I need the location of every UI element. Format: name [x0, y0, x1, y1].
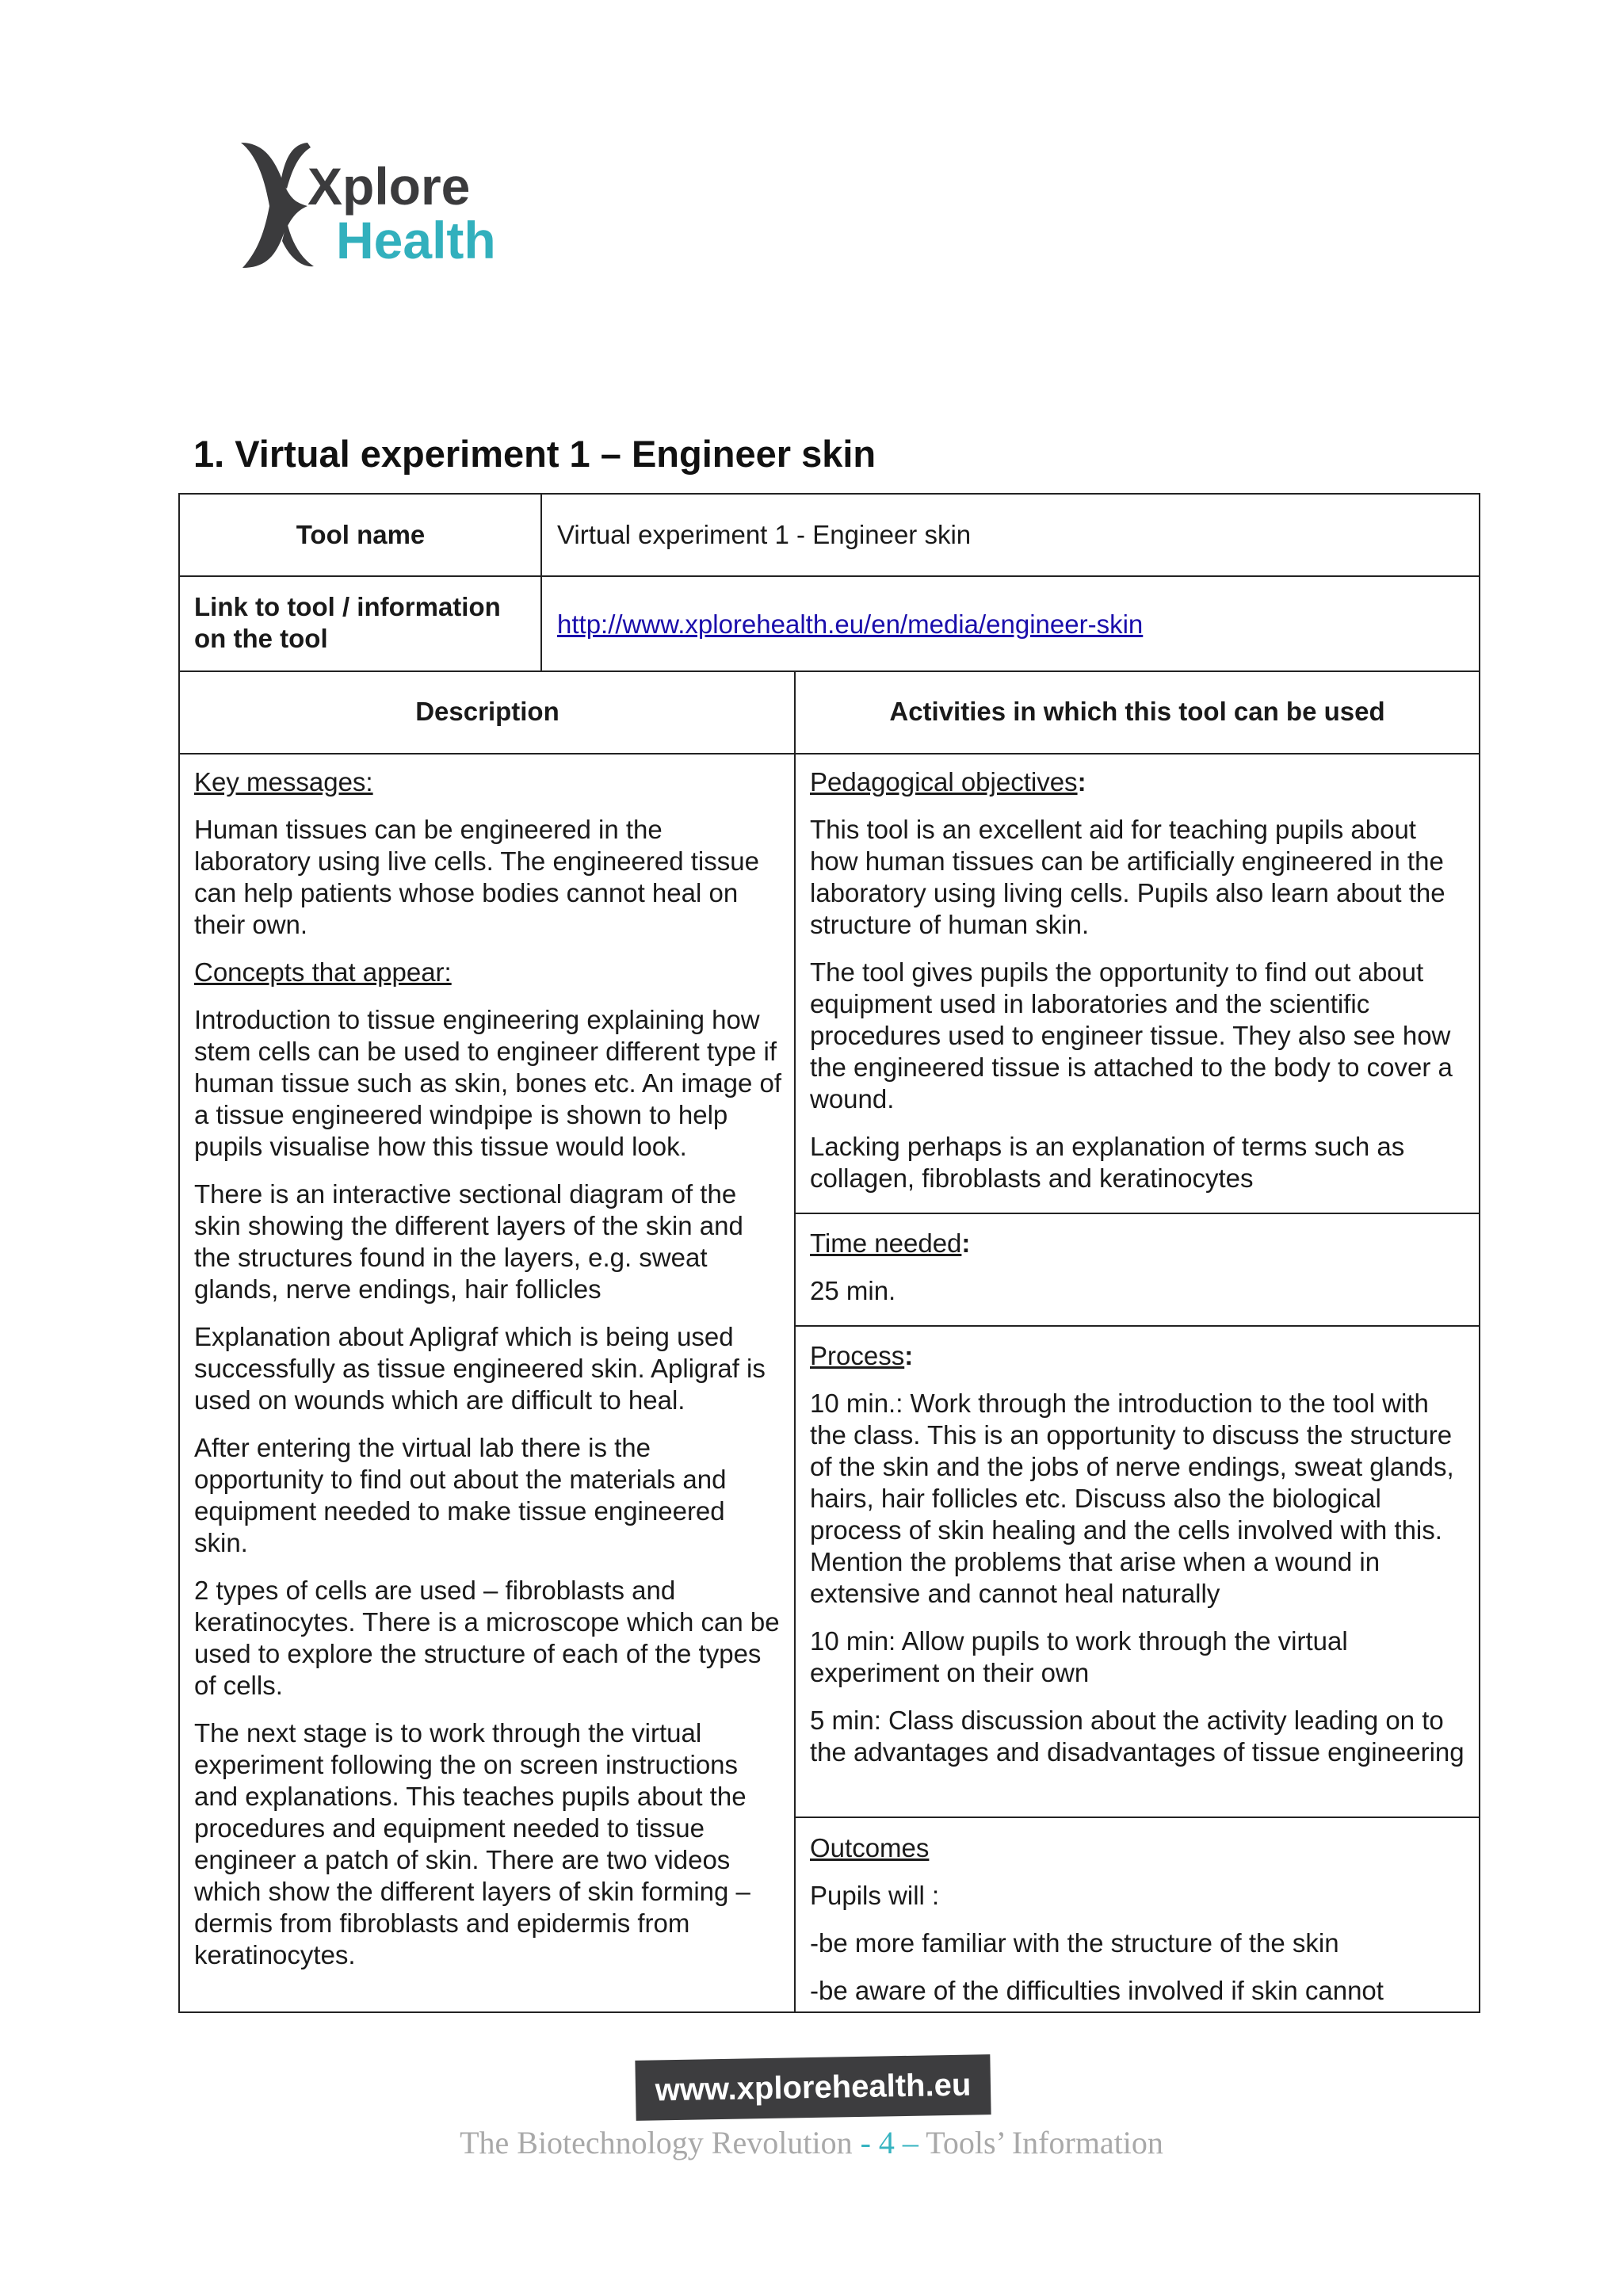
tool-name-value: Virtual experiment 1 - Engineer skin — [557, 520, 972, 549]
description-paragraph: Explanation about Apligraf which is being used successfully as tissue engineered skin. Apligraf is used on wounds which are difficult to heal. — [194, 1322, 766, 1415]
pedagogical-cell: Pedagogical objectives: This tool is an excellent aid for teaching pupils about how human tissues can be artificially engineered in the laboratory using living cells. Pupils also learn about the structure of human skin. The tool gives pupils the opportunity to find out about equipment used in laboratories and the scientific procedures used to engineer tissue. They also see how the engineered tissue is attached to the body to cover a wound. Lacking perhaps is an explanation of terms such as collagen, fibroblasts and keratinocytes — [810, 766, 1469, 1210]
process-paragraph: 10 min.: Work through the introduction to the tool with the class. This is an opportunity to discuss the structure of the skin and the jobs of nerve endings, sweat glands, hairs, hair follicles etc. Discuss also the biological process of skin healing and the cells involved with this. Mention the problems that arise when a wound in extensive and cannot heal naturally — [810, 1389, 1454, 1608]
footer-sep: – — [894, 2125, 926, 2160]
key-messages-title: Key messages: — [194, 767, 373, 797]
process-paragraph: 10 min: Allow pupils to work through the virtual experiment on their own — [810, 1626, 1348, 1687]
process-cell: Process: 10 min.: Work through the introduction to the tool with the class. This is an opportunity to discuss the structure of the skin and the jobs of nerve endings, sweat glands, hairs, hair follicles etc. Discuss also the biological process of skin healing and the cells involved with this. Mention the problems that arise when a wound in extensive and cannot heal naturally 10 min: Allow pupils to work through the virtual experiment on their own 5 min: Class discussion about the activity leading on to the advantages and disadvantages of tissue engineering — [810, 1340, 1469, 1784]
row-divider — [795, 1213, 1479, 1214]
page-footer — [0, 2124, 1623, 2161]
row-divider — [795, 1325, 1479, 1327]
description-paragraph: The next stage is to work through the virtual experiment following the on screen instructions and explanations. This teaches pupils about the procedures and equipment needed to tissue engineer a patch of skin. There are two videos which show the different layers of skin forming – dermis from fibroblasts and epidermis from keratinocytes. — [194, 1718, 750, 1969]
footer-section: Tools’ Information — [926, 2125, 1163, 2160]
outcomes-cell — [810, 1832, 1469, 2023]
footer-title: The Biotechnology Revolution — [460, 2125, 853, 2160]
tool-link[interactable]: http://www.xplorehealth.eu/en/media/engineer-skin — [557, 609, 1144, 639]
row-divider — [180, 753, 1479, 755]
link-label: Link to tool / information on the tool — [194, 592, 501, 653]
column-divider — [794, 670, 796, 2013]
concepts-title: Concepts that appear: — [194, 957, 452, 987]
row-divider — [795, 1817, 1479, 1818]
tool-info-table — [178, 493, 1480, 2013]
pedagogical-paragraph: Lacking perhaps is an explanation of terms such as collagen, fibroblasts and keratinocytes — [810, 1132, 1405, 1193]
website-badge: www.xplorehealth.eu — [635, 2054, 991, 2121]
description-paragraph: 2 types of cells are used – fibroblasts and keratinocytes. There is a microscope which can be used to explore the structure of each of the types of cells. — [194, 1576, 780, 1700]
description-header: Description — [415, 697, 559, 726]
xplore-health-logo — [235, 139, 520, 274]
description-paragraph: Introduction to tissue engineering explaining how stem cells can be used to engineer different type if human tissue such as skin, bones etc. An image of a tissue engineered windpipe is shown to help pupils visualise how this tissue would look. — [194, 1005, 782, 1161]
time-value: 25 min. — [810, 1276, 896, 1305]
pedagogical-paragraph: This tool is an excellent aid for teaching pupils about how human tissues can be artificially engineered in the laboratory using living cells. Pupils also learn about the structure of human skin. — [810, 815, 1445, 939]
outcomes-paragraph: -be aware of the difficulties involved if skin cannot — [810, 1976, 1384, 2005]
description-paragraph: There is an interactive sectional diagram of the skin showing the different layers of the skin and the structures found in the layers, e.g. sweat glands, nerve endings, hair follicles — [194, 1179, 743, 1304]
outcomes-paragraph: Pupils will : — [810, 1881, 940, 1910]
time-cell: Time needed: 25 min. — [810, 1228, 1469, 1323]
outcomes-title: Outcomes — [810, 1833, 930, 1862]
row-divider — [180, 575, 1479, 577]
logo-line1: Xplore — [307, 157, 471, 216]
key-messages-text: Human tissues can be engineered in the laboratory using live cells. The engineered tissue can help patients whose bodies cannot heal on their own. — [194, 815, 759, 939]
page-number: 4 — [878, 2125, 895, 2160]
description-cell — [194, 766, 784, 1987]
pedagogical-title: Pedagogical objectives — [810, 767, 1078, 797]
section-heading: 1. Virtual experiment 1 – Engineer skin — [193, 433, 876, 475]
logo-graphic — [235, 139, 520, 274]
process-title: Process — [810, 1341, 905, 1370]
process-paragraph: 5 min: Class discussion about the activity leading on to the advantages and disadvantages of tissue engineering — [810, 1706, 1465, 1767]
footer-sep: - — [852, 2125, 879, 2160]
logo-line2: Health — [336, 211, 496, 269]
pedagogical-paragraph: The tool gives pupils the opportunity to find out about equipment used in laboratories and the scientific procedures used to engineer tissue. They also see how the engineered tissue is attached to the body to cover a wound. — [810, 957, 1453, 1114]
time-title: Time needed — [810, 1228, 962, 1258]
activities-header: Activities in which this tool can be used — [889, 697, 1385, 726]
tool-name-label: Tool name — [296, 520, 426, 549]
outcomes-paragraph: -be more familiar with the structure of the skin — [810, 1928, 1339, 1958]
description-paragraph: After entering the virtual lab there is the opportunity to find out about the materials and equipment needed to make tissue engineered skin. — [194, 1433, 727, 1557]
